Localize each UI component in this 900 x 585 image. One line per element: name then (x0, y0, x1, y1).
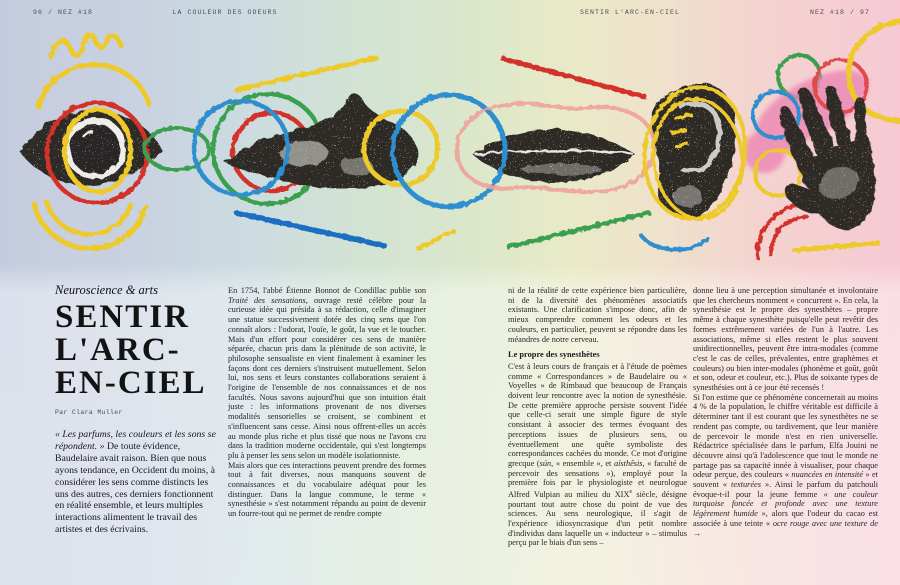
yellow-arc-bottom-outer (33, 203, 145, 247)
section-subhead: Le propre des synesthètes (508, 350, 600, 360)
yellow-squiggle (50, 34, 120, 56)
green-circle (212, 93, 322, 203)
blue-circle-hand (752, 91, 798, 137)
article-title (55, 301, 223, 400)
red-arc-inner (770, 216, 806, 254)
article-kicker: Neuroscience & arts (55, 283, 158, 297)
paragraph: En 1754, l'abbé Étienne Bonnot de Condillac publie son Traité des sensations, ouvrage resté célèbre pour la curieuse idée qui présida à sa rédaction, celle d'imaginer une statue successivement dotée des cinq sens que l'on connaît alors : l'odorat, l'ouïe, le goût, la vue et le toucher. Mais d'un effort pour considérer ces sens de manière séparée, chacun pris dans la plénitude de son activité, le philosophe sensualiste en vient finalement à examiner les façons dont ces derniers s'instruisent mutuellement. Selon lui, nos sens et leurs constantes collaborations seraient à l'origine de l'ensemble de nos connaissances et de nos facultés. Nous savons aujourd'hui que son intuition était juste : les informations provenant de nos diverses modalités sensorielles se croisent, se combinent et s'influencent sans cesse. Ainsi nous offrent-elles un accès au monde plus riche et plus tissé que nous ne l'avons cru dans la tradition moderne occidentale, qui s'est longtemps plu à penser les sens selon un modèle isolationniste. (228, 286, 426, 460)
color-strokes (33, 20, 899, 257)
yellow-loop-ear-1 (635, 80, 752, 225)
red-circle-hand (814, 59, 866, 111)
hand-illustration (750, 68, 900, 246)
red-circle-eye (46, 102, 146, 202)
body-column-3 (693, 286, 878, 538)
yellow-line-bottom (794, 242, 877, 250)
eye-illustration (18, 110, 161, 184)
article-byline: Par Clara Muller (55, 409, 123, 416)
green-line (508, 212, 648, 246)
lips-illustration (472, 128, 634, 181)
article-lede: « Les parfums, les couleurs et les sons se répondent. » De toute évidence, Baudelaire avait raison. Bien que nous ayons tendance, en Occident du moins, à considérer les sens comme distincts les uns des autres, ces derniers fonctionnent en réalité ensemble, et leurs multiples interactions alimentent le travail des artistes et des écrivains. (55, 429, 216, 536)
circles-behind (212, 54, 819, 203)
yellow-arc-top (38, 64, 148, 106)
yellow-marks-ear (672, 114, 690, 146)
ear-illustration (650, 82, 735, 218)
article-opening-column (55, 283, 223, 546)
blue-arc-ear (640, 234, 707, 249)
blue-circle-left (193, 100, 287, 194)
paragraph: ni de la réalité de cette expérience bien particulière, ni de la diversité des phénomènes associatifs existants. Une clarification s'impose donc, afin de mieux comprendre comment les odeurs et les couleurs, en particulier, peuvent se répondre dans les méandres de notre cerveau. (508, 286, 687, 344)
paragraph: C'est à leurs cours de français et à l'étude de poèmes comme « Correspondances » de Baudelaire ou « Voyelles » de Rimbaud que beaucoup de Français doivent leur rencontre avec la notion de synesthésie. De cette première approche persiste souvent l'idée que celle-ci serait une simple figure de style consistant à associer des termes évoquant des perceptions issues de plusieurs sens, ou éventuellement une quête symboliste des correspondances cachées du monde. Ce mot d'origine grecque (sún, « ensemble », et aísthêsis, « faculté de percevoir des sensations »), employé pour la première fois par le physiologiste et neurologue Alfred Vulpian au milieu du XIXe siècle, désigne pourtant tout autre chose du point de vue des sciences. Au sens neurologique, il s'agit de l'expérience idiosyncrasique d'un petit nombre d'individus dans laquelle un « inducteur » – stimulus perçu par le biais d'un sens – (508, 361, 687, 548)
green-ellipse (144, 127, 208, 169)
paragraph: donne lieu à une perception simultanée et involontaire que les chercheurs nomment « concurrent ». En cela, la synesthésie est le propre des synesthètes – propre même à chaque synesthète puisqu'elle peut revêtir des formes extrêmement variées de l'un à l'autre. Les associations, même si elles restent le plus souvent unidirectionnelles, peuvent être intra-modales (comme c'est le cas de celles, prévalentes, entre graphèmes et couleurs) ou bien inter-modales (phonème et goût, goût et son, odeur et couleur, etc.). Plus de soixante types de synesthésies ont à ce jour été recensés ! (693, 286, 878, 393)
nose-shape-illustration (223, 93, 416, 188)
red-circle (232, 112, 310, 190)
green-circle-small (777, 54, 819, 96)
body-column-1 (228, 286, 426, 519)
title-line-1: SENTIR (55, 299, 190, 335)
paragraph: Si l'on estime que ce phénomène concernerait au moins 4 % de la population, le chiffre véritable est difficile à déterminer tant il est courant que les synesthètes ne se rendent pas compte, ou tardivement, que leur manière de percevoir le monde n'est en rien universelle. Rédactrice spécialisée dans le parfum, Elfa Jouini ne découvre ainsi qu'à l'adolescence que tout le monde ne partage pas sa capacité innée à visualiser, pour chaque odeur perçue, des couleurs « nuancées en intensité » et souvent « texturées ». Ainsi le parfum du patchouli évoque-t-il pour la jeune femme « une couleur turquoise foncée et profonde avec une texture légèrement humide », alors que l'odeur du cacao est associée à une teinte « ocre rouge avec une texture de → (693, 392, 878, 538)
running-head-left: LA COULEUR DES ODEURS (172, 9, 278, 16)
folio-right: NEZ #18 / 97 (809, 9, 870, 16)
paragraph: Mais alors que ces interactions peuvent prendre des formes tout à fait diverses, nous manquons souvent de connaissances et du vocabulaire adéquat pour les distinguer. Dans la langue commune, le terme « synesthésie » s'est notamment répandu au point de devenir un fourre-tout qui ne permet de rendre compte (228, 460, 426, 519)
folio-left: 96 / NEZ #18 (33, 9, 94, 16)
red-line (502, 58, 644, 96)
pink-smudge (743, 55, 879, 173)
title-line-3: EN-CIEL (55, 365, 207, 401)
yellow-line (236, 57, 375, 89)
pink-outline-lips (456, 103, 654, 191)
yellow-circle-hand (754, 149, 800, 195)
title-line-2: L'ARC- (55, 332, 181, 368)
running-head-right: SENTIR L'ARC-EN-CIEL (579, 9, 680, 16)
yellow-circle-bone (363, 110, 437, 184)
blue-circle-bone (392, 94, 504, 206)
yellow-ellipse-eye (64, 109, 130, 191)
red-arc-outer (757, 203, 806, 257)
body-column-2 (508, 286, 687, 548)
yellow-dash (417, 230, 453, 248)
yellow-arc-corner (848, 20, 899, 120)
five-senses-illustration (0, 0, 900, 270)
blue-line (236, 212, 384, 245)
yellow-arc-bottom-inner (46, 201, 130, 233)
yellow-loop-ear-2 (647, 94, 747, 223)
